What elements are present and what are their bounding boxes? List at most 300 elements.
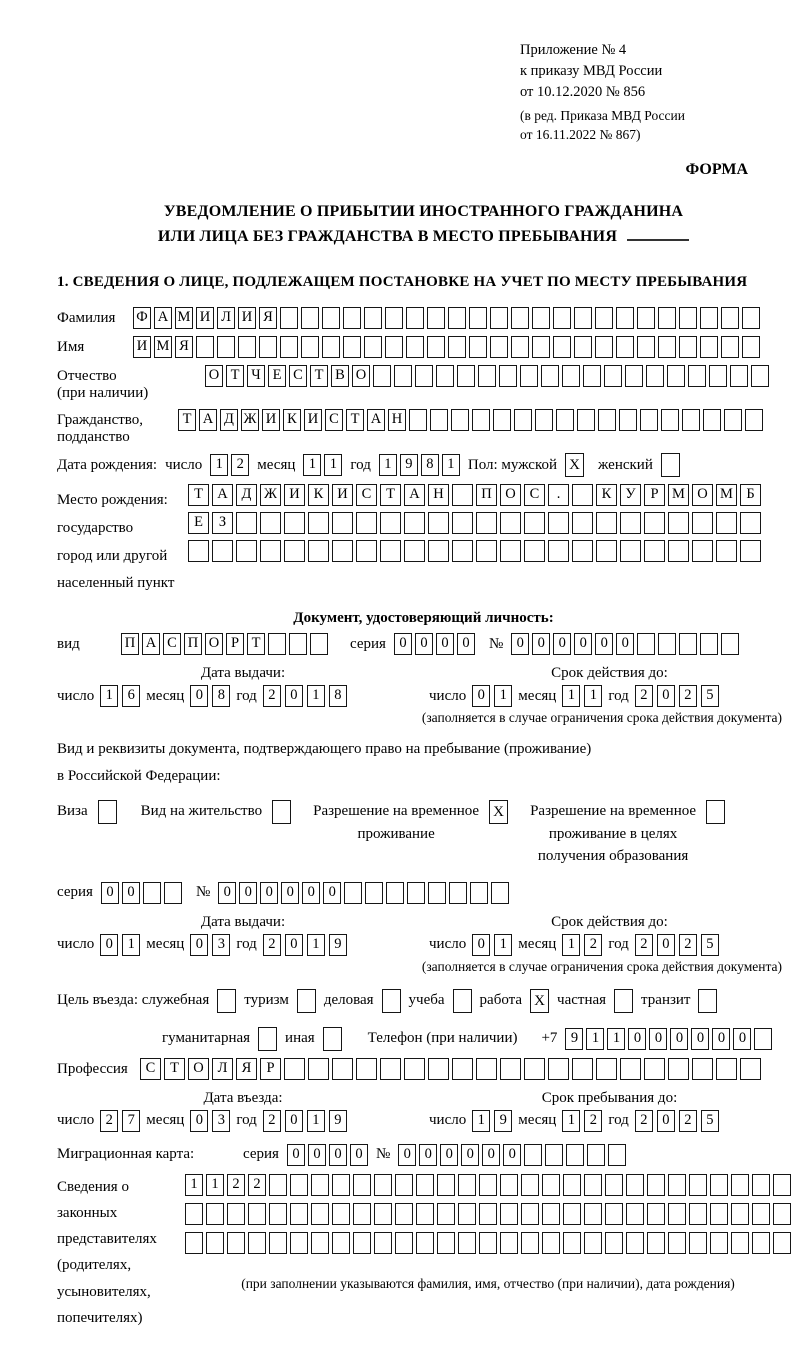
char-cell[interactable]: Я — [175, 336, 193, 358]
char-cell[interactable] — [548, 512, 569, 534]
char-cell[interactable] — [626, 1232, 644, 1254]
char-cell[interactable] — [584, 1174, 602, 1196]
char-cell[interactable]: С — [524, 484, 545, 506]
char-cell[interactable] — [640, 409, 658, 431]
char-cell[interactable] — [548, 1058, 569, 1080]
char-cell[interactable] — [730, 365, 748, 387]
char-cell[interactable] — [260, 512, 281, 534]
char-cell[interactable] — [721, 633, 739, 655]
char-cell[interactable] — [647, 1174, 665, 1196]
char-cell[interactable] — [710, 1232, 728, 1254]
char-cell[interactable] — [227, 1203, 245, 1225]
char-cell[interactable] — [356, 1058, 377, 1080]
char-cell[interactable] — [332, 540, 353, 562]
char-cell[interactable] — [493, 409, 511, 431]
char-cell[interactable] — [572, 1058, 593, 1080]
char-cell[interactable] — [731, 1232, 749, 1254]
char-cell[interactable]: И — [262, 409, 280, 431]
char-cell[interactable] — [164, 882, 182, 904]
char-cell[interactable]: 1 — [185, 1174, 203, 1196]
char-cell[interactable] — [290, 1203, 308, 1225]
char-cell[interactable]: 0 — [482, 1144, 500, 1166]
char-cell[interactable] — [562, 365, 580, 387]
char-cell[interactable] — [521, 1174, 539, 1196]
char-cell[interactable]: 1 — [303, 454, 321, 476]
char-cell[interactable]: Т — [178, 409, 196, 431]
char-cell[interactable]: 2 — [263, 685, 281, 707]
char-cell[interactable]: С — [140, 1058, 161, 1080]
char-cell[interactable]: 1 — [586, 1028, 604, 1050]
char-cell[interactable]: 1 — [210, 454, 228, 476]
char-cell[interactable] — [269, 1232, 287, 1254]
purpose-tourism-checkbox[interactable] — [297, 989, 316, 1013]
char-cell[interactable] — [196, 336, 214, 358]
char-cell[interactable] — [574, 336, 592, 358]
char-cell[interactable] — [478, 365, 496, 387]
char-cell[interactable] — [458, 1203, 476, 1225]
char-cell[interactable]: Ж — [260, 484, 281, 506]
char-cell[interactable] — [620, 1058, 641, 1080]
char-cell[interactable] — [332, 1174, 350, 1196]
char-cell[interactable] — [343, 307, 361, 329]
char-cell[interactable] — [385, 307, 403, 329]
char-cell[interactable] — [476, 540, 497, 562]
char-cell[interactable] — [374, 1174, 392, 1196]
char-cell[interactable]: 2 — [635, 934, 653, 956]
char-cell[interactable] — [310, 633, 328, 655]
char-cell[interactable] — [311, 1203, 329, 1225]
char-cell[interactable] — [751, 365, 769, 387]
char-cell[interactable]: 9 — [329, 934, 347, 956]
char-cell[interactable] — [373, 365, 391, 387]
char-cell[interactable] — [301, 336, 319, 358]
char-cell[interactable]: Т — [247, 633, 265, 655]
char-cell[interactable] — [521, 1203, 539, 1225]
char-cell[interactable] — [364, 336, 382, 358]
char-cell[interactable] — [380, 1058, 401, 1080]
char-cell[interactable] — [692, 512, 713, 534]
char-cell[interactable] — [740, 540, 761, 562]
char-cell[interactable] — [616, 336, 634, 358]
char-cell[interactable] — [409, 409, 427, 431]
temp-residence-checkbox[interactable]: X — [489, 800, 508, 824]
char-cell[interactable]: И — [133, 336, 151, 358]
char-cell[interactable] — [452, 540, 473, 562]
char-cell[interactable] — [692, 540, 713, 562]
char-cell[interactable] — [490, 307, 508, 329]
char-cell[interactable] — [458, 1174, 476, 1196]
purpose-humanitarian-checkbox[interactable] — [258, 1027, 277, 1051]
char-cell[interactable]: К — [283, 409, 301, 431]
char-cell[interactable] — [724, 409, 742, 431]
char-cell[interactable] — [532, 336, 550, 358]
char-cell[interactable] — [322, 336, 340, 358]
char-cell[interactable] — [416, 1174, 434, 1196]
char-cell[interactable]: 1 — [494, 685, 512, 707]
char-cell[interactable]: И — [332, 484, 353, 506]
char-cell[interactable] — [238, 336, 256, 358]
char-cell[interactable] — [595, 307, 613, 329]
char-cell[interactable]: 0 — [190, 934, 208, 956]
char-cell[interactable]: 0 — [691, 1028, 709, 1050]
char-cell[interactable] — [500, 540, 521, 562]
char-cell[interactable] — [404, 540, 425, 562]
char-cell[interactable] — [415, 365, 433, 387]
char-cell[interactable] — [682, 409, 700, 431]
char-cell[interactable]: 1 — [472, 1110, 490, 1132]
char-cell[interactable] — [404, 1058, 425, 1080]
char-cell[interactable] — [406, 336, 424, 358]
char-cell[interactable]: 0 — [218, 882, 236, 904]
char-cell[interactable]: К — [308, 484, 329, 506]
char-cell[interactable]: У — [620, 484, 641, 506]
char-cell[interactable]: Д — [236, 484, 257, 506]
char-cell[interactable] — [689, 1174, 707, 1196]
char-cell[interactable] — [217, 336, 235, 358]
char-cell[interactable]: 2 — [679, 685, 697, 707]
char-cell[interactable] — [301, 307, 319, 329]
char-cell[interactable] — [427, 307, 445, 329]
char-cell[interactable] — [236, 540, 257, 562]
char-cell[interactable] — [269, 1203, 287, 1225]
purpose-study-checkbox[interactable] — [453, 989, 472, 1013]
char-cell[interactable]: И — [238, 307, 256, 329]
char-cell[interactable]: Т — [380, 484, 401, 506]
char-cell[interactable]: 2 — [248, 1174, 266, 1196]
char-cell[interactable] — [364, 307, 382, 329]
char-cell[interactable]: 0 — [657, 1110, 675, 1132]
char-cell[interactable]: 0 — [287, 1144, 305, 1166]
char-cell[interactable]: 1 — [206, 1174, 224, 1196]
char-cell[interactable]: 1 — [607, 1028, 625, 1050]
char-cell[interactable] — [620, 512, 641, 534]
char-cell[interactable] — [596, 512, 617, 534]
char-cell[interactable] — [353, 1232, 371, 1254]
char-cell[interactable]: Т — [310, 365, 328, 387]
char-cell[interactable]: М — [154, 336, 172, 358]
purpose-transit-checkbox[interactable] — [698, 989, 717, 1013]
char-cell[interactable] — [710, 1174, 728, 1196]
char-cell[interactable]: 1 — [562, 1110, 580, 1132]
char-cell[interactable]: Н — [428, 484, 449, 506]
char-cell[interactable]: О — [188, 1058, 209, 1080]
char-cell[interactable]: И — [284, 484, 305, 506]
char-cell[interactable] — [572, 484, 593, 506]
char-cell[interactable]: 0 — [101, 882, 119, 904]
char-cell[interactable] — [644, 512, 665, 534]
char-cell[interactable] — [689, 1203, 707, 1225]
char-cell[interactable] — [710, 1203, 728, 1225]
char-cell[interactable] — [491, 882, 509, 904]
char-cell[interactable] — [344, 882, 362, 904]
char-cell[interactable] — [185, 1203, 203, 1225]
char-cell[interactable] — [542, 1203, 560, 1225]
char-cell[interactable]: 1 — [562, 934, 580, 956]
char-cell[interactable]: 0 — [461, 1144, 479, 1166]
char-cell[interactable] — [322, 307, 340, 329]
char-cell[interactable] — [742, 307, 760, 329]
char-cell[interactable] — [625, 365, 643, 387]
char-cell[interactable] — [619, 409, 637, 431]
char-cell[interactable]: 0 — [657, 685, 675, 707]
char-cell[interactable]: А — [142, 633, 160, 655]
char-cell[interactable] — [437, 1232, 455, 1254]
char-cell[interactable] — [668, 540, 689, 562]
char-cell[interactable]: 2 — [635, 685, 653, 707]
char-cell[interactable] — [311, 1174, 329, 1196]
char-cell[interactable]: Ф — [133, 307, 151, 329]
char-cell[interactable]: О — [352, 365, 370, 387]
char-cell[interactable]: 0 — [616, 633, 634, 655]
char-cell[interactable] — [206, 1232, 224, 1254]
char-cell[interactable] — [553, 307, 571, 329]
char-cell[interactable]: 0 — [457, 633, 475, 655]
char-cell[interactable] — [658, 336, 676, 358]
char-cell[interactable]: 2 — [679, 1110, 697, 1132]
char-cell[interactable]: 0 — [329, 1144, 347, 1166]
char-cell[interactable]: С — [356, 484, 377, 506]
char-cell[interactable] — [752, 1232, 770, 1254]
char-cell[interactable] — [731, 1174, 749, 1196]
char-cell[interactable] — [658, 307, 676, 329]
char-cell[interactable] — [479, 1174, 497, 1196]
char-cell[interactable]: 5 — [701, 934, 719, 956]
char-cell[interactable] — [511, 307, 529, 329]
char-cell[interactable]: 0 — [302, 882, 320, 904]
char-cell[interactable]: А — [404, 484, 425, 506]
char-cell[interactable] — [268, 633, 286, 655]
char-cell[interactable]: 0 — [308, 1144, 326, 1166]
char-cell[interactable] — [452, 512, 473, 534]
char-cell[interactable] — [436, 365, 454, 387]
char-cell[interactable] — [532, 307, 550, 329]
char-cell[interactable] — [553, 336, 571, 358]
char-cell[interactable]: 6 — [122, 685, 140, 707]
char-cell[interactable]: 1 — [442, 454, 460, 476]
char-cell[interactable] — [572, 512, 593, 534]
char-cell[interactable] — [520, 365, 538, 387]
char-cell[interactable]: 0 — [657, 934, 675, 956]
char-cell[interactable] — [332, 1058, 353, 1080]
purpose-private-checkbox[interactable] — [614, 989, 633, 1013]
char-cell[interactable] — [428, 540, 449, 562]
char-cell[interactable]: Т — [346, 409, 364, 431]
char-cell[interactable]: О — [205, 633, 223, 655]
char-cell[interactable] — [545, 1144, 563, 1166]
char-cell[interactable]: И — [196, 307, 214, 329]
char-cell[interactable] — [259, 336, 277, 358]
char-cell[interactable] — [521, 1232, 539, 1254]
char-cell[interactable] — [470, 882, 488, 904]
char-cell[interactable]: 2 — [635, 1110, 653, 1132]
char-cell[interactable]: 0 — [100, 934, 118, 956]
char-cell[interactable]: 8 — [329, 685, 347, 707]
gender-male-checkbox[interactable]: X — [565, 453, 584, 477]
char-cell[interactable]: 0 — [394, 633, 412, 655]
char-cell[interactable] — [416, 1232, 434, 1254]
char-cell[interactable] — [752, 1203, 770, 1225]
char-cell[interactable] — [356, 540, 377, 562]
char-cell[interactable] — [188, 540, 209, 562]
char-cell[interactable] — [644, 540, 665, 562]
char-cell[interactable] — [773, 1174, 791, 1196]
char-cell[interactable] — [542, 1174, 560, 1196]
char-cell[interactable] — [428, 1058, 449, 1080]
char-cell[interactable]: М — [716, 484, 737, 506]
char-cell[interactable]: 0 — [595, 633, 613, 655]
char-cell[interactable] — [290, 1232, 308, 1254]
char-cell[interactable] — [667, 365, 685, 387]
char-cell[interactable] — [668, 1203, 686, 1225]
char-cell[interactable]: 9 — [329, 1110, 347, 1132]
char-cell[interactable]: 1 — [307, 934, 325, 956]
char-cell[interactable]: 8 — [212, 685, 230, 707]
char-cell[interactable]: 3 — [212, 1110, 230, 1132]
char-cell[interactable] — [332, 512, 353, 534]
char-cell[interactable] — [689, 1232, 707, 1254]
char-cell[interactable] — [499, 365, 517, 387]
char-cell[interactable] — [742, 336, 760, 358]
char-cell[interactable]: К — [596, 484, 617, 506]
char-cell[interactable] — [248, 1232, 266, 1254]
char-cell[interactable]: 0 — [574, 633, 592, 655]
char-cell[interactable] — [524, 1144, 542, 1166]
char-cell[interactable] — [490, 336, 508, 358]
char-cell[interactable] — [514, 409, 532, 431]
char-cell[interactable] — [356, 512, 377, 534]
char-cell[interactable]: 0 — [532, 633, 550, 655]
char-cell[interactable] — [380, 540, 401, 562]
char-cell[interactable]: 0 — [628, 1028, 646, 1050]
char-cell[interactable]: 2 — [263, 934, 281, 956]
char-cell[interactable] — [437, 1203, 455, 1225]
char-cell[interactable] — [595, 336, 613, 358]
char-cell[interactable] — [448, 336, 466, 358]
char-cell[interactable]: М — [175, 307, 193, 329]
char-cell[interactable] — [430, 409, 448, 431]
char-cell[interactable]: 0 — [670, 1028, 688, 1050]
char-cell[interactable] — [596, 1058, 617, 1080]
char-cell[interactable] — [469, 307, 487, 329]
char-cell[interactable] — [332, 1232, 350, 1254]
char-cell[interactable]: З — [212, 512, 233, 534]
char-cell[interactable] — [469, 336, 487, 358]
char-cell[interactable]: Я — [259, 307, 277, 329]
char-cell[interactable] — [566, 1144, 584, 1166]
char-cell[interactable] — [548, 540, 569, 562]
char-cell[interactable] — [773, 1232, 791, 1254]
char-cell[interactable] — [374, 1203, 392, 1225]
char-cell[interactable] — [605, 1232, 623, 1254]
char-cell[interactable] — [668, 1232, 686, 1254]
char-cell[interactable]: П — [476, 484, 497, 506]
char-cell[interactable] — [524, 540, 545, 562]
char-cell[interactable] — [668, 1174, 686, 1196]
char-cell[interactable] — [716, 512, 737, 534]
char-cell[interactable]: Е — [268, 365, 286, 387]
char-cell[interactable] — [596, 540, 617, 562]
char-cell[interactable]: 0 — [398, 1144, 416, 1166]
char-cell[interactable]: 0 — [419, 1144, 437, 1166]
char-cell[interactable] — [428, 512, 449, 534]
char-cell[interactable] — [541, 365, 559, 387]
char-cell[interactable] — [457, 365, 475, 387]
char-cell[interactable]: 5 — [701, 1110, 719, 1132]
char-cell[interactable]: 1 — [307, 685, 325, 707]
char-cell[interactable]: Л — [217, 307, 235, 329]
char-cell[interactable] — [754, 1028, 772, 1050]
char-cell[interactable] — [740, 1058, 761, 1080]
char-cell[interactable] — [646, 365, 664, 387]
char-cell[interactable]: 0 — [239, 882, 257, 904]
char-cell[interactable]: 0 — [553, 633, 571, 655]
char-cell[interactable] — [700, 633, 718, 655]
char-cell[interactable] — [572, 540, 593, 562]
char-cell[interactable] — [332, 1203, 350, 1225]
char-cell[interactable] — [721, 336, 739, 358]
purpose-other-checkbox[interactable] — [323, 1027, 342, 1051]
char-cell[interactable]: 0 — [285, 934, 303, 956]
char-cell[interactable]: 3 — [212, 934, 230, 956]
char-cell[interactable]: Т — [226, 365, 244, 387]
char-cell[interactable]: Т — [164, 1058, 185, 1080]
char-cell[interactable] — [427, 336, 445, 358]
char-cell[interactable] — [227, 1232, 245, 1254]
char-cell[interactable] — [343, 336, 361, 358]
char-cell[interactable]: 1 — [584, 685, 602, 707]
char-cell[interactable] — [308, 512, 329, 534]
char-cell[interactable] — [524, 1058, 545, 1080]
char-cell[interactable] — [476, 1058, 497, 1080]
char-cell[interactable]: О — [205, 365, 223, 387]
char-cell[interactable]: 8 — [421, 454, 439, 476]
char-cell[interactable]: 9 — [565, 1028, 583, 1050]
char-cell[interactable] — [644, 1058, 665, 1080]
char-cell[interactable] — [472, 409, 490, 431]
char-cell[interactable]: 9 — [400, 454, 418, 476]
char-cell[interactable]: 1 — [562, 685, 580, 707]
char-cell[interactable] — [284, 540, 305, 562]
char-cell[interactable] — [260, 540, 281, 562]
char-cell[interactable] — [679, 336, 697, 358]
char-cell[interactable]: Б — [740, 484, 761, 506]
char-cell[interactable] — [500, 512, 521, 534]
purpose-business-checkbox[interactable] — [382, 989, 401, 1013]
char-cell[interactable] — [563, 1232, 581, 1254]
char-cell[interactable] — [620, 540, 641, 562]
char-cell[interactable]: 0 — [712, 1028, 730, 1050]
char-cell[interactable] — [616, 307, 634, 329]
char-cell[interactable] — [721, 307, 739, 329]
char-cell[interactable] — [647, 1203, 665, 1225]
char-cell[interactable] — [458, 1232, 476, 1254]
char-cell[interactable]: Р — [260, 1058, 281, 1080]
char-cell[interactable]: 0 — [323, 882, 341, 904]
char-cell[interactable]: 2 — [263, 1110, 281, 1132]
char-cell[interactable]: С — [325, 409, 343, 431]
char-cell[interactable] — [500, 1058, 521, 1080]
char-cell[interactable]: Ж — [241, 409, 259, 431]
residence-permit-checkbox[interactable] — [272, 800, 291, 824]
char-cell[interactable] — [524, 512, 545, 534]
char-cell[interactable]: С — [289, 365, 307, 387]
char-cell[interactable]: П — [121, 633, 139, 655]
char-cell[interactable]: 0 — [415, 633, 433, 655]
char-cell[interactable] — [556, 409, 574, 431]
char-cell[interactable] — [395, 1232, 413, 1254]
char-cell[interactable]: Д — [220, 409, 238, 431]
char-cell[interactable] — [563, 1174, 581, 1196]
